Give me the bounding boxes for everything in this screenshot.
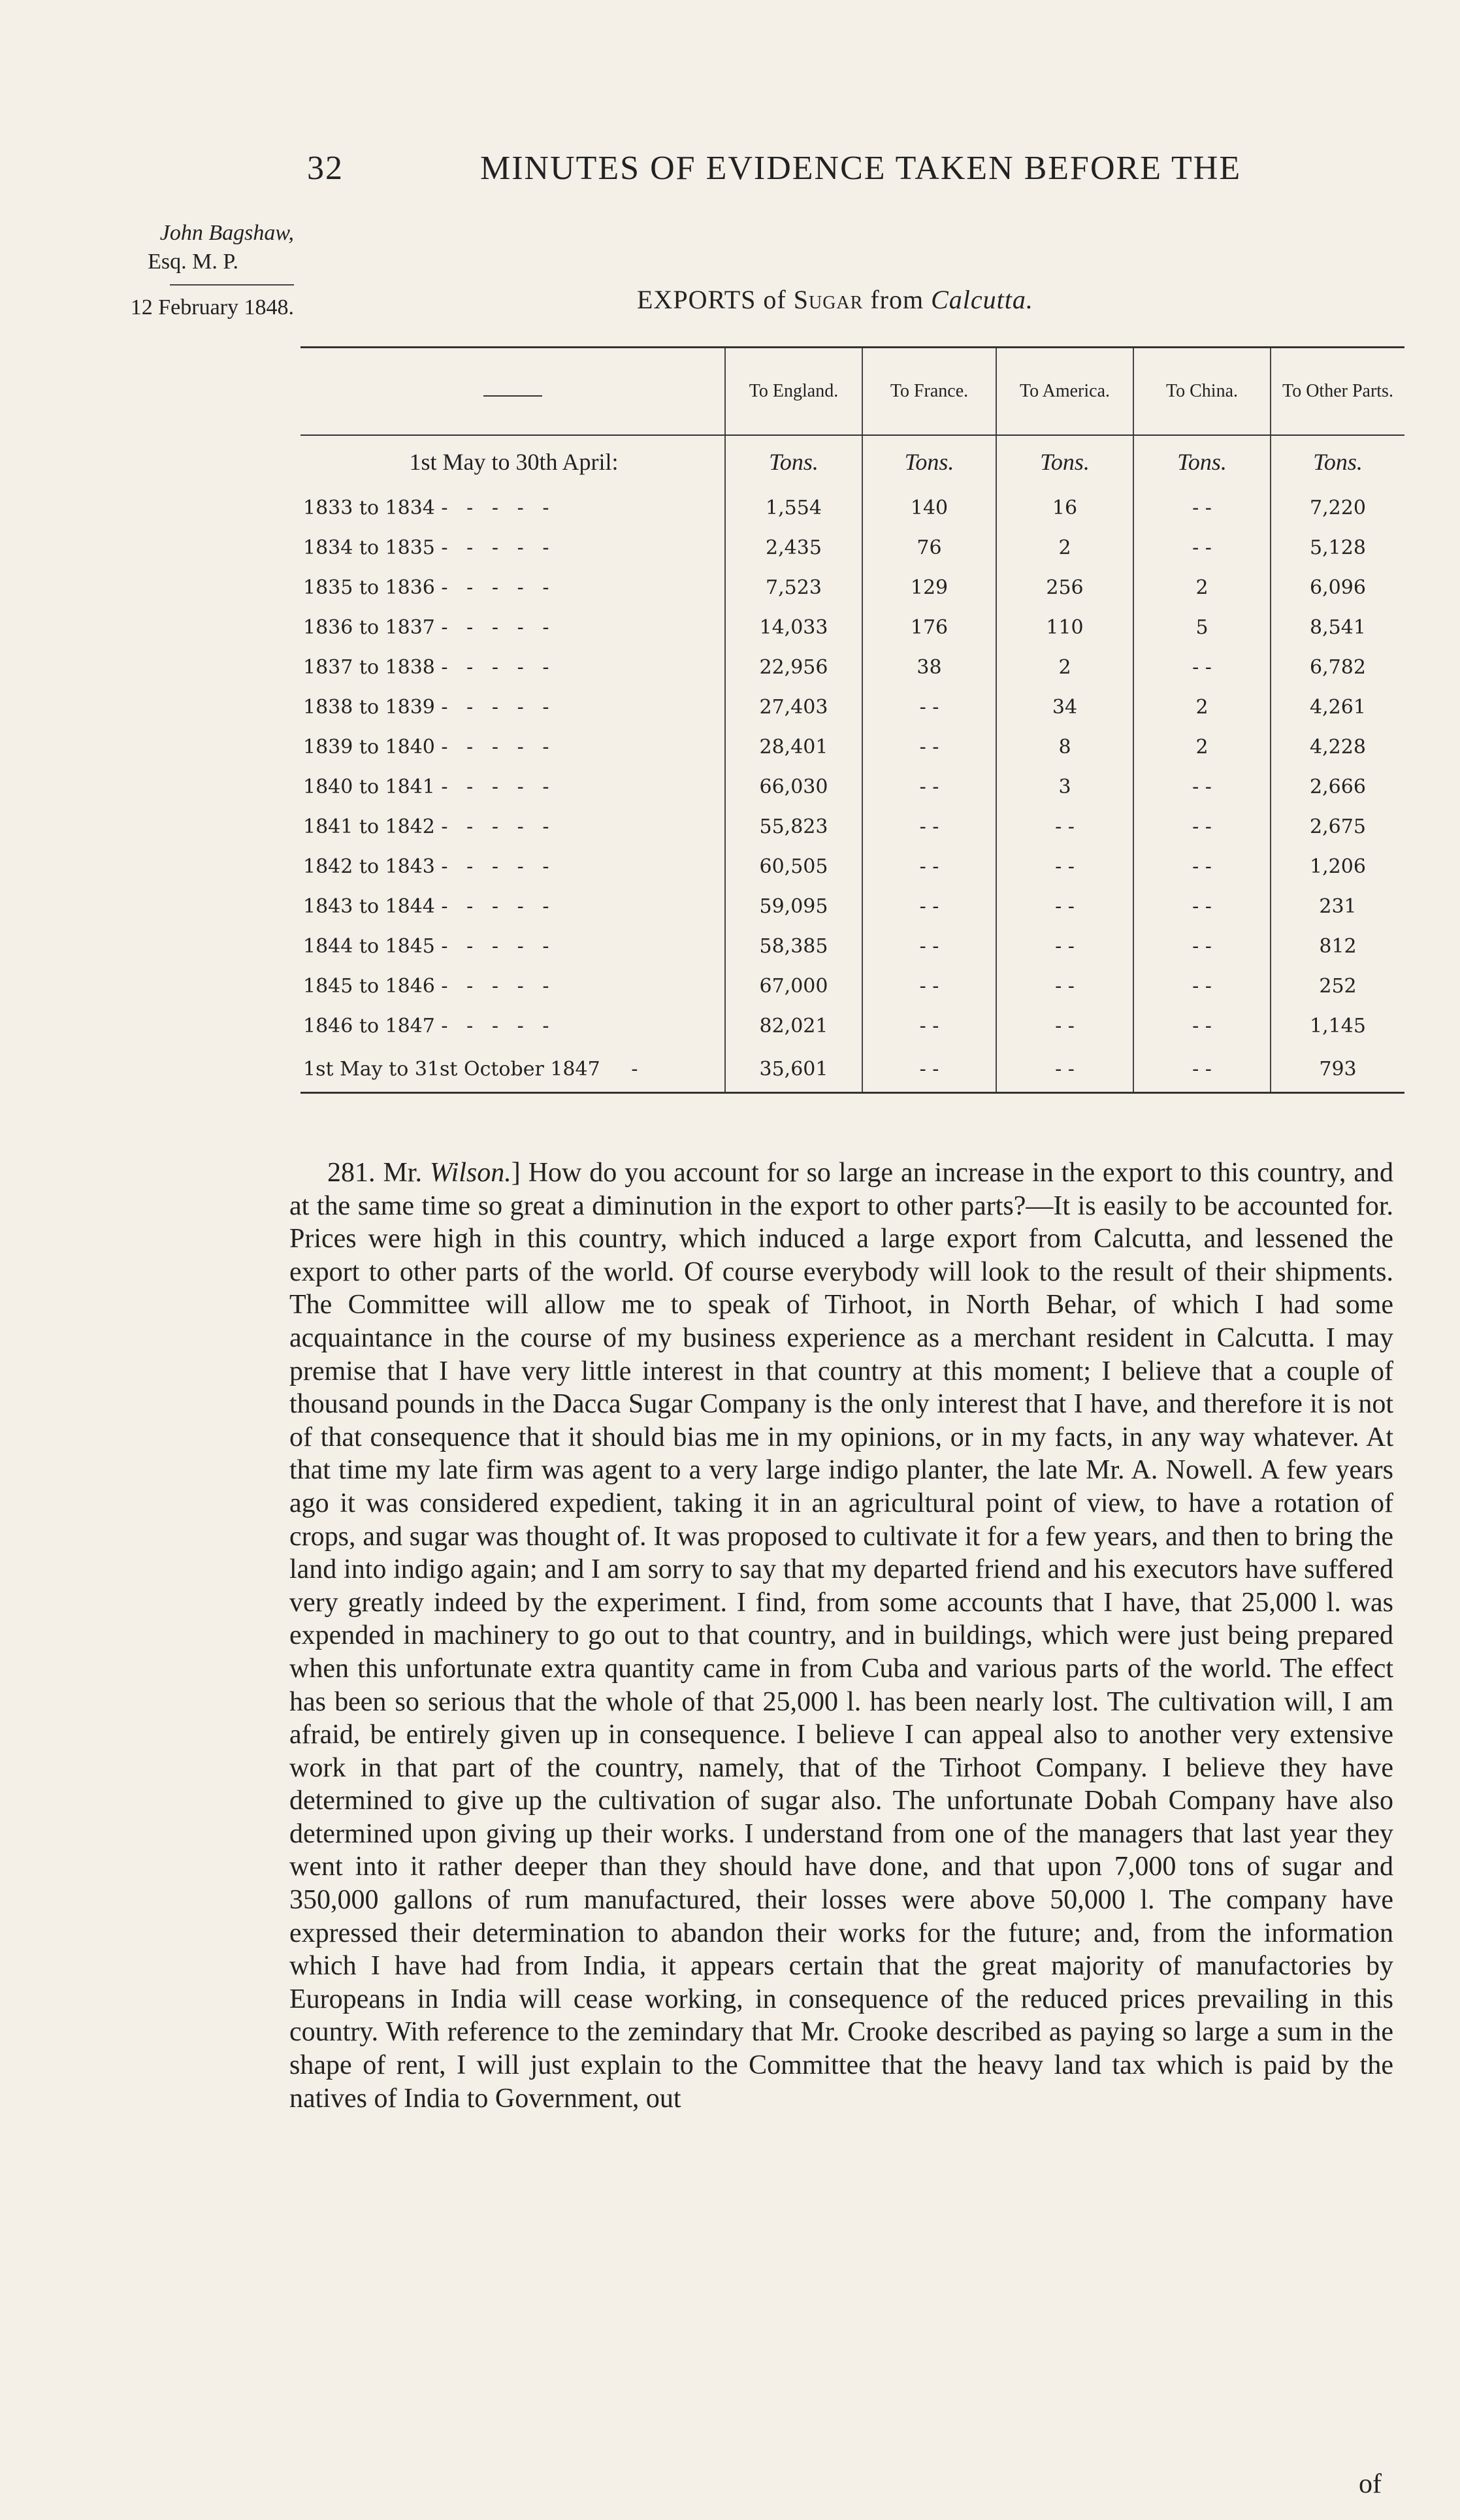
value-cell: 14,033 (725, 608, 862, 647)
value-cell: 2,675 (1271, 807, 1404, 847)
margin-rule (170, 284, 294, 286)
table-row (300, 647, 1404, 687)
period-cell: 1st May to 31st October 1847 - (300, 1046, 725, 1093)
value-cell: 2 (1133, 568, 1271, 608)
witness-title: Esq. M. P. (148, 250, 238, 274)
unit-cell: Tons. (1133, 435, 1271, 488)
value-cell: - - (862, 807, 996, 847)
value-cell: - - (862, 847, 996, 887)
value-cell: 8,541 (1271, 608, 1404, 647)
value-cell: 5,128 (1271, 528, 1404, 568)
period-cell: 1835 to 1836 - - - - - (303, 576, 549, 599)
page-number: 32 (307, 150, 344, 187)
value-cell: 60,505 (725, 847, 862, 887)
value-cell: 76 (862, 528, 996, 568)
speaker-suffix: ] (511, 1158, 521, 1188)
unit-cell: Tons. (1271, 435, 1404, 488)
period-range-label: 1st May to 30th April: (409, 449, 619, 475)
paragraph-text: How do you account for so large an increase in the export to this country, and at the same time so great a diminution in the export to other parts?—It is easily to be accounted for. Prices were high in this country, which induced a large export from Calcutta, and lessened the export to other parts of the world. Of course everybody will look to the result of their shipments. The Committee will allow me to speak of Tirhoot, in North Behar, of which I had some acquaintance in the course of my business experience as a merchant resident in Calcutta. I may premise that I have very little interest in that country at this moment; I believe that a couple of thousand pounds in the Dacca Sugar Company is the only interest that I have, and therefore it is not of that consequence that it should bias me in my opinions, or in my facts, in any way whatever. At that time my late firm was agent to a very large indigo planter, the late Mr. A. Nowell. A few years ago it was considered expedient, taking it in an agricultural point of view, to have a rotation of crops, and sugar was thought of. It was proposed to cultivate it for a few years, and then to bring the land into indigo again; and I am sorry to say that my departed friend and his executors have suffered very greatly indeed by the experiment. I find, from some accounts that I have, that 25,000 l. was expended in machinery to go out to that country, and in buildings, which were just being prepared when this unfortunate extra quantity came in from Cuba and various parts of the world. The effect has been so serious that the whole of that 25,000 l. has been nearly lost. The cultivation will, I am afraid, be entirely given up in consequence. I believe I can appeal also to another very extensive work in that part of the country, namely, that of the Tirhoot Company. I believe they have determined to give up the cultivation of sugar also. The unfortunate Dobah Company have also determined upon giving up their works. I understand from one of the managers that last year they went into it rather deeper than they should have done, and that upon 7,000 tons of sugar and 350,000 gallons of rum manufactured, their losses were above 50,000 l. The company have expressed their determination to abandon their works for the future; and, from the information which I have had from India, it appears certain that the great majority of manufactories by Europeans in India will cease working, in consequence of the reduced prices prevailing in this country. With reference to the zemindary that Mr. Crooke described as paying so large a sum in the shape of rent, I will just explain to the Committee that the heavy land tax which is paid by the natives of India to Government, out (289, 1158, 1393, 2114)
unit-cell: Tons. (996, 435, 1133, 488)
value-cell: 2 (996, 528, 1133, 568)
value-cell: - - (1133, 807, 1271, 847)
value-cell: - - (996, 1006, 1133, 1046)
value-cell: 3 (996, 767, 1133, 807)
value-cell: 34 (996, 687, 1133, 727)
value-cell: - - (862, 1006, 996, 1046)
period-cell: 1844 to 1845 - - - - - (303, 935, 549, 958)
table-title-mid: from (863, 285, 932, 314)
exports-table (300, 346, 1404, 1094)
value-cell: 110 (996, 608, 1133, 647)
period-cell: 1837 to 1838 - - - - - (303, 656, 549, 679)
table-row (300, 926, 1404, 966)
value-cell: 38 (862, 647, 996, 687)
table-row (300, 488, 1404, 528)
period-cell: 1842 to 1843 - - - - - (303, 855, 549, 878)
value-cell: - - (1133, 966, 1271, 1006)
value-cell: 22,956 (725, 647, 862, 687)
value-cell: - - (862, 727, 996, 767)
running-title: MINUTES OF EVIDENCE TAKEN BEFORE THE (480, 150, 1242, 187)
value-cell: 5 (1133, 608, 1271, 647)
value-cell: - - (1133, 528, 1271, 568)
value-cell: 58,385 (725, 926, 862, 966)
column-header: To America. (996, 348, 1133, 436)
value-cell: 35,601 (725, 1046, 862, 1093)
value-cell: - - (862, 687, 996, 727)
value-cell: 252 (1271, 966, 1404, 1006)
value-cell: - - (862, 926, 996, 966)
value-cell: - - (1133, 1006, 1271, 1046)
table-row (300, 1046, 1404, 1093)
value-cell: 2,666 (1271, 767, 1404, 807)
value-cell: 2 (1133, 727, 1271, 767)
catchword: of (1359, 2469, 1382, 2499)
table-row (300, 687, 1404, 727)
value-cell: 28,401 (725, 727, 862, 767)
table-row (300, 887, 1404, 926)
value-cell: - - (1133, 647, 1271, 687)
value-cell: - - (1133, 847, 1271, 887)
value-cell: - - (1133, 1046, 1271, 1093)
period-cell: 1836 to 1837 - - - - - (303, 616, 549, 639)
value-cell: 129 (862, 568, 996, 608)
value-cell: 812 (1271, 926, 1404, 966)
value-cell: - - (862, 966, 996, 1006)
table-row (300, 568, 1404, 608)
value-cell: - - (1133, 488, 1271, 528)
column-header: To Other Parts. (1271, 348, 1404, 436)
table-row (300, 1006, 1404, 1046)
table-row (300, 807, 1404, 847)
value-cell: 6,782 (1271, 647, 1404, 687)
value-cell: 7,523 (725, 568, 862, 608)
value-cell: - - (1133, 926, 1271, 966)
value-cell: - - (996, 807, 1133, 847)
value-cell: - - (996, 887, 1133, 926)
value-cell: 67,000 (725, 966, 862, 1006)
table-row (300, 608, 1404, 647)
period-cell: 1838 to 1839 - - - - - (303, 696, 549, 719)
value-cell: 82,021 (725, 1006, 862, 1046)
evidence-paragraph (289, 1156, 1393, 2115)
value-cell: 1,554 (725, 488, 862, 528)
value-cell: 256 (996, 568, 1133, 608)
value-cell: - - (862, 767, 996, 807)
value-cell: 59,095 (725, 887, 862, 926)
table-title (637, 284, 1033, 315)
period-cell: 1840 to 1841 - - - - - (303, 776, 549, 798)
value-cell: 4,228 (1271, 727, 1404, 767)
table-row (300, 767, 1404, 807)
period-cell: 1833 to 1834 - - - - - (303, 497, 549, 519)
value-cell: 231 (1271, 887, 1404, 926)
value-cell: 6,096 (1271, 568, 1404, 608)
value-cell: 176 (862, 608, 996, 647)
value-cell: - - (1133, 887, 1271, 926)
evidence-date: 12 February 1848. (130, 295, 294, 319)
unit-cell: Tons. (725, 435, 862, 488)
value-cell: 4,261 (1271, 687, 1404, 727)
value-cell: - - (1133, 767, 1271, 807)
value-cell: 55,823 (725, 807, 862, 847)
evidence-body (289, 1156, 1393, 2115)
table-title-place: Calcutta. (931, 285, 1033, 314)
column-header: To China. (1133, 348, 1271, 436)
question-number: 281. (327, 1158, 376, 1188)
value-cell: 1,206 (1271, 847, 1404, 887)
table-row (300, 966, 1404, 1006)
value-cell: 16 (996, 488, 1133, 528)
value-cell: - - (996, 966, 1133, 1006)
speaker-prefix: Mr. (383, 1158, 430, 1188)
table-row (300, 727, 1404, 767)
unit-cell: Tons. (862, 435, 996, 488)
period-cell: 1843 to 1844 - - - - - (303, 895, 549, 918)
period-cell: 1839 to 1840 - - - - - (303, 736, 549, 759)
value-cell: - - (862, 1046, 996, 1093)
value-cell: 2 (996, 647, 1133, 687)
table-title-subject: Sugar (793, 285, 864, 314)
value-cell: 2 (1133, 687, 1271, 727)
value-cell: 140 (862, 488, 996, 528)
period-cell: 1834 to 1835 - - - - - (303, 536, 549, 559)
value-cell: 66,030 (725, 767, 862, 807)
value-cell: 27,403 (725, 687, 862, 727)
unit-row (300, 435, 1404, 488)
period-cell: 1841 to 1842 - - - - - (303, 815, 549, 838)
stub-header (300, 348, 725, 436)
table-header-row (300, 348, 1404, 436)
value-cell: - - (996, 847, 1133, 887)
value-cell: 1,145 (1271, 1006, 1404, 1046)
period-cell: 1845 to 1846 - - - - - (303, 975, 549, 998)
period-cell: 1846 to 1847 - - - - - (303, 1015, 549, 1038)
margin-note (78, 219, 294, 322)
value-cell: 793 (1271, 1046, 1404, 1093)
speaker-name: Wilson. (429, 1158, 511, 1188)
value-cell: 8 (996, 727, 1133, 767)
value-cell: - - (996, 926, 1133, 966)
witness-name: John Bagshaw, (159, 221, 294, 245)
table-row (300, 847, 1404, 887)
table-row (300, 528, 1404, 568)
value-cell: 2,435 (725, 528, 862, 568)
value-cell: - - (862, 887, 996, 926)
value-cell: 7,220 (1271, 488, 1404, 528)
column-header: To France. (862, 348, 996, 436)
column-header: To England. (725, 348, 862, 436)
value-cell: - - (996, 1046, 1133, 1093)
table-title-prefix: EXPORTS of (637, 285, 794, 314)
